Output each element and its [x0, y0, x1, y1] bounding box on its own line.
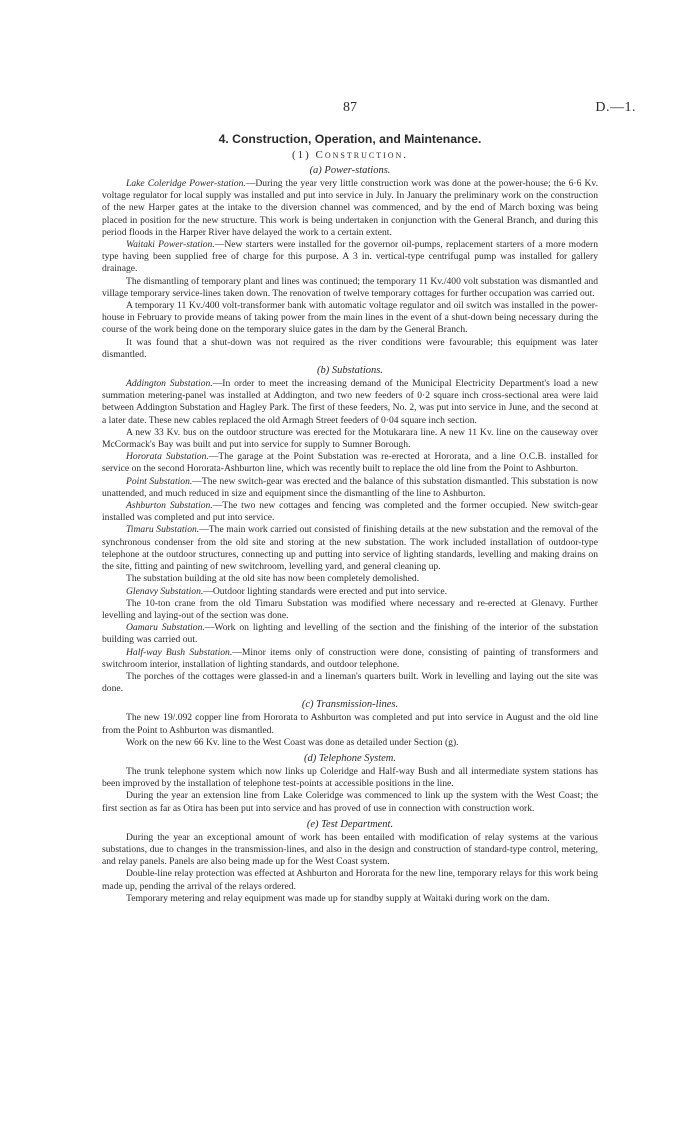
- paragraph: The porches of the cottages were glassed-in and a lineman's quarters built. Work in levelling and laying out the site was done.: [102, 670, 598, 695]
- paragraph: A new 33 Kv. bus on the outdoor structure was erected for the Motukarara line. A new 11 Kv. line on the causeway over McCormack's Bay was built and put into service for supply to Sumner Borough.: [102, 426, 598, 451]
- paragraph-lead: Lake Coleridge Power-station.: [126, 178, 246, 189]
- subsection-heading-transmission-lines: (c) Transmission-lines.: [301, 699, 399, 711]
- paragraph: Glenavy Substation.—Outdoor lighting standards were erected and put into service.: [126, 585, 448, 597]
- paragraph: The trunk telephone system which now links up Coleridge and Half-way Bush and all intermediate system stations has been improved by the installation of telephone test-points at accessible positions in the line.: [102, 765, 598, 790]
- paragraph: Addington Substation.—In order to meet the increasing demand of the Municipal Electricity Department's load a new summation metering-panel was installed at Addington, and two new feeders of 0·2 square inch cross-sectional area were laid between Addington Substation and Hagley Park. The first of these feeders, No. 2, was put into service in June, and the second at a later date. These new cables replaced the old Armagh Street feeders of 0·04 square inch section.: [102, 378, 598, 426]
- paragraph: The 10-ton crane from the old Timaru Substation was modified where necessary and re-erected at Glenavy. Further levelling and laying-out of the section was done.: [102, 597, 598, 621]
- paragraph: Lake Coleridge Power-station.—During the year very little construction work was done at the power-house; the 6·6 Kv. voltage regulator for local supply was installed and put into service in July. In January the preliminary work on the construction of the new Harper gates at the intake to the diversion channel was commenced, and by the end of March boxing was being placed in position for the new structure. This work is being undertaken in conjunction with the General Branch, and during this period floods in the Harper River have delayed the work to a certain extent.: [102, 178, 598, 238]
- paragraph: Ashburton Substation.—The two new cottages and fencing was completed and the former occupied. New switch-gear installed was completed and put into service.: [102, 500, 598, 524]
- paragraph-lead: Timaru Substation.: [126, 524, 200, 536]
- document-page: [102, 100, 636, 905]
- paragraph: Timaru Substation.—The main work carried out consisted of finishing details at the new substation and the removal of the synchronous condenser from the old site and storing at the new substation. The work included installation of outdoor-type telephone at the outdoor structures, connecting up and putting into service of lighting standards, levelling and making drains on the site, fitting and painting of new switchroom, levelling yard, and general cleaning up.: [102, 524, 598, 573]
- paragraph: A temporary 11 Kv./400 volt-transformer bank with automatic voltage regulator and oil switch was installed in the power-house in February to provide means of taking power from the main lines in the event of a shut-down being necessary during the course of the work being done on the temporary sluice gates in the dam by the General Branch.: [102, 300, 598, 336]
- paragraph: Half-way Bush Substation.—Minor items only of construction were done, consisting of painting of transformers and switchroom interior, installation of lighting standards, and outdoor telephone.: [102, 646, 598, 670]
- paragraph-lead: Half-way Bush Substation.: [126, 646, 233, 658]
- paragraph: Temporary metering and relay equipment was made up for standby supply at Waitaki during work on the dam.: [126, 892, 550, 904]
- paragraph: The substation building at the old site has now been completely demolished.: [126, 573, 420, 585]
- subsection-heading-telephone-system: (d) Telephone System.: [303, 752, 397, 764]
- paragraph: The dismantling of temporary plant and lines was continued; the temporary 11 Kv./400 volt substation was dismantled and village temporary service-lines taken down. The renovation of twelve temporary cottages for further occupation was carried out.: [102, 275, 598, 299]
- paragraph: Double-line relay protection was effected at Ashburton and Hororata for the new line, temporary relays for this work being made up, pending the arrival of the relays ordered.: [102, 868, 598, 892]
- document-reference: D.—1.: [595, 100, 636, 115]
- subsection-heading-power-stations: (a) Power-stations.: [309, 165, 391, 176]
- paragraph-lead: Ashburton Substation.: [126, 500, 213, 512]
- paragraph-lead: Glenavy Substation.: [126, 585, 204, 597]
- section-heading-construction: (1) Construction.: [291, 149, 409, 161]
- paragraph: The new 19/.092 copper line from Hororata to Ashburton was completed and put into service in August and the old line from the Point to Ashburton was dismantled.: [102, 712, 598, 736]
- paragraph: It was found that a shut-down was not required as the river conditions were favourable; this equipment was later dismantled.: [102, 336, 598, 360]
- paragraph: Waitaki Power-station.—New starters were installed for the governor oil-pumps, replacement starters of a more modern type having been supplied free of charge for this purpose. A 3 in. vertical-type centrifugal pump was installed for gallery drainage.: [102, 239, 598, 275]
- paragraph-lead: Point Substation.: [126, 475, 193, 487]
- paragraph-lead: Addington Substation.: [126, 378, 213, 390]
- section-title: 4. Construction, Operation, and Maintenance.: [218, 132, 482, 146]
- subsection-heading-test-department: (e) Test Department.: [306, 818, 394, 830]
- paragraph: Work on the new 66 Kv. line to the West Coast was done as detailed under Section (g).: [126, 736, 459, 748]
- page-number: 87: [343, 100, 357, 115]
- paragraph-lead: Waitaki Power-station.: [126, 239, 215, 251]
- subsection-heading-substations: (b) Substations.: [317, 365, 383, 377]
- paragraph: During the year an extension line from Lake Coleridge was commenced to link up the system with the West Coast; the first section as far as Otira has been put into service and has proved of use in connection with construction work.: [102, 790, 598, 814]
- paragraph: During the year an exceptional amount of work has been entailed with modification of relay systems at the various substations, due to changes in the transmission-lines, and also in the design and construction of standard-type control, metering, and relay panels. Panels are also being made up for the West Coast system.: [102, 831, 598, 868]
- page-header: [102, 100, 636, 120]
- paragraph: Oamaru Substation.—Work on lighting and levelling of the section and the finishing of the interior of the substation building was carried out.: [102, 622, 598, 646]
- paragraph-lead: Hororata Substation.: [126, 451, 209, 463]
- paragraph-lead: Oamaru Substation.: [126, 622, 205, 634]
- paragraph: Point Substation.—The new switch-gear was erected and the balance of this substation dismantled. This substation is now unattended, and much reduced in size and equipment since the dismantling of the line to Ashburton.: [102, 475, 598, 499]
- paragraph: Hororata Substation.—The garage at the Point Substation was re-erected at Hororata, and a line O.C.B. installed for service on the second Hororata-Ashburton line, which was recently built to replace the old line from the Point to Ashburton.: [102, 451, 598, 475]
